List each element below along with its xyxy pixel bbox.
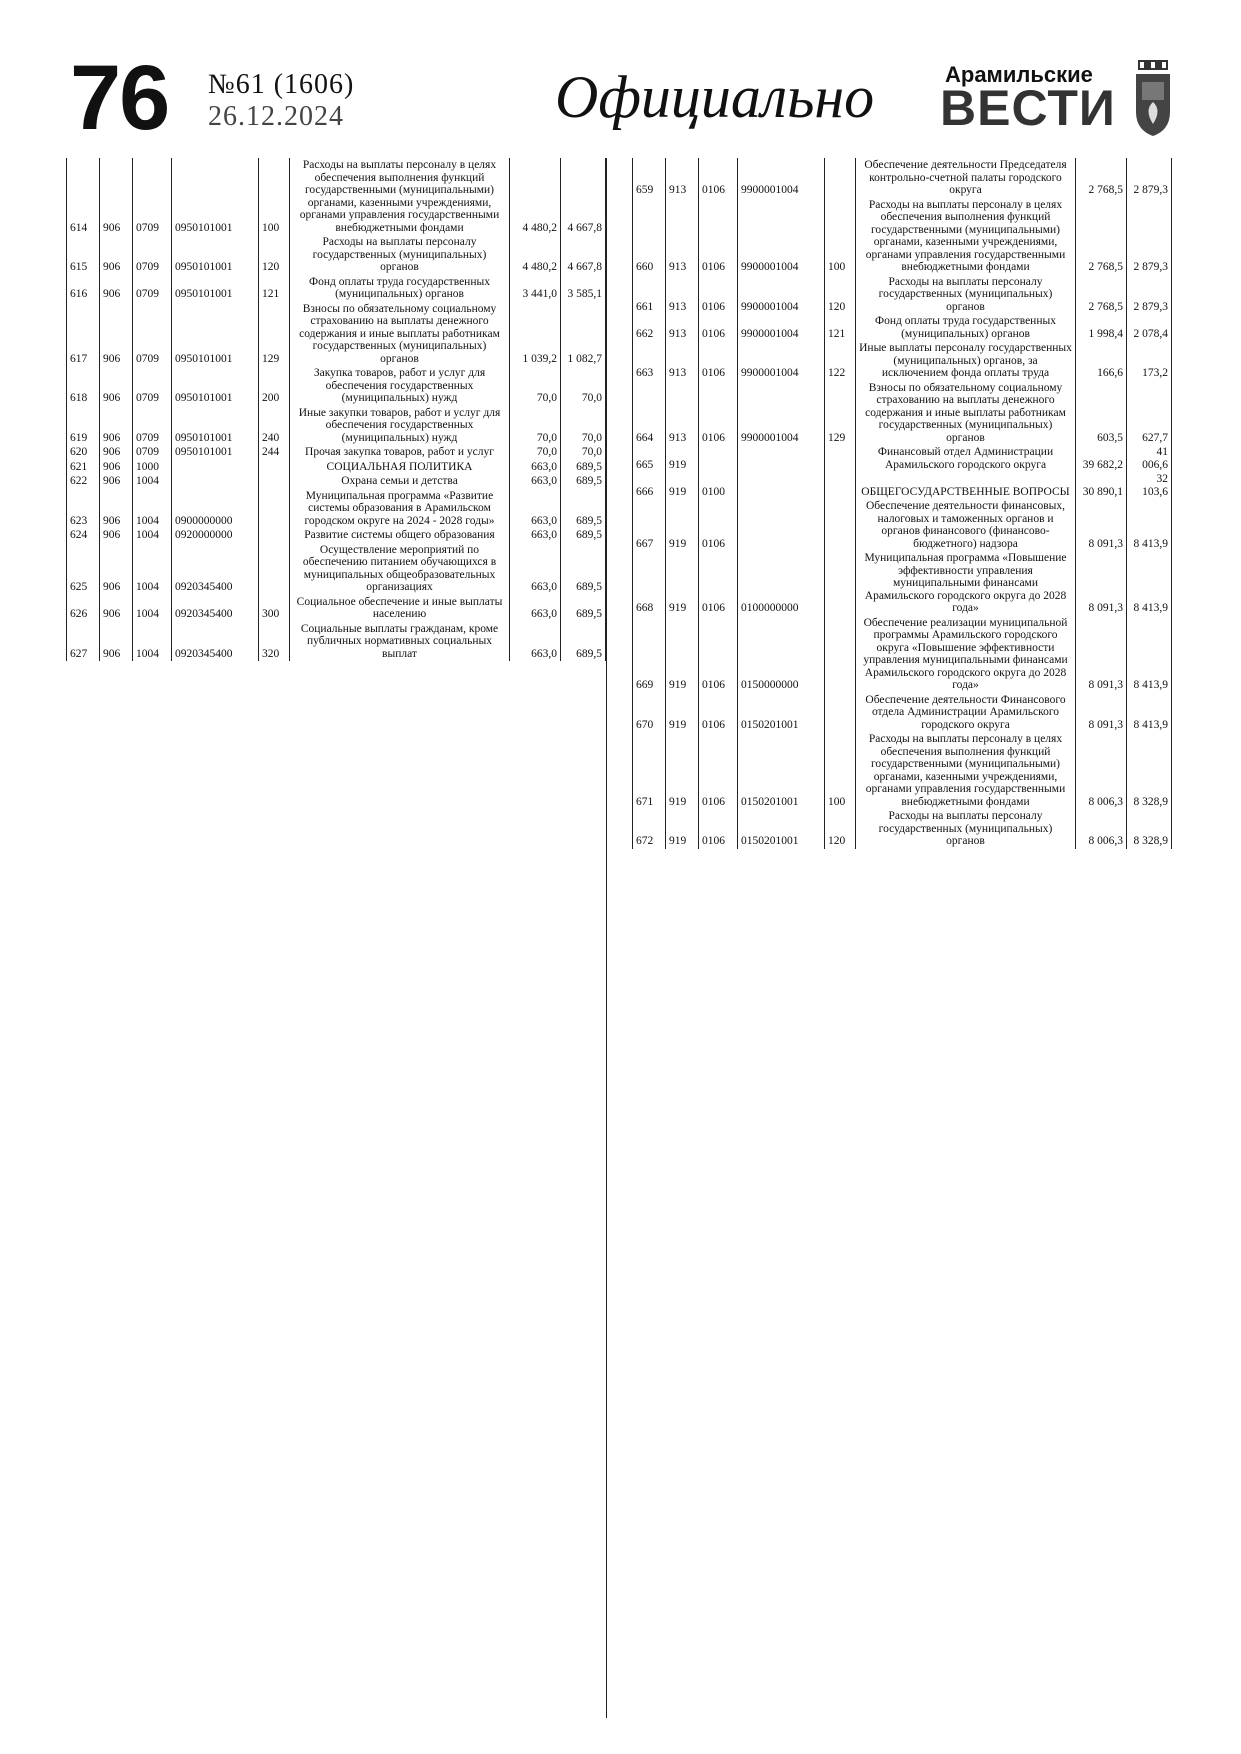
table-row [633, 499, 1172, 551]
amount-2025: 30 890,1 [1076, 472, 1127, 499]
expense-name: Иные выплаты персоналу государственных (муниципальных) органов, за исключением фонда оплаты труда [856, 341, 1076, 381]
ministry-code: 906 [100, 474, 133, 489]
expense-type-code [259, 489, 290, 529]
expense-type-code: 240 [259, 406, 290, 446]
expense-name: Обеспечение реализации муниципальной программы Арамильского городского округа «Повышение эффективности управления муниципальными финансами Арамильского городского округа до 2028 года» [856, 616, 1076, 693]
section-code: 0100 [699, 472, 738, 499]
amount-2025: 70,0 [510, 445, 561, 460]
expense-name: СОЦИАЛЬНАЯ ПОЛИТИКА [290, 460, 510, 475]
amount-2025: 663,0 [510, 622, 561, 662]
ministry-code: 906 [100, 275, 133, 302]
expense-type-code: 129 [259, 302, 290, 367]
budget-table-right [632, 158, 1172, 849]
amount-2025: 603,5 [1076, 381, 1127, 446]
target-article-code: 0920000000 [172, 528, 259, 543]
expense-type-code: 120 [825, 275, 856, 315]
row-number: 659 [633, 158, 666, 198]
row-number: 672 [633, 809, 666, 849]
expense-type-code: 300 [259, 595, 290, 622]
section-code: 0709 [133, 275, 172, 302]
expense-name: Расходы на выплаты персоналу в целях обеспечения выполнения функций государственными (муниципальными) органами, казенными учреждениями, органами управления государственными внебюджетными фондами [290, 158, 510, 235]
section-code: 0106 [699, 198, 738, 275]
expense-name: ОБЩЕГОСУДАРСТВЕННЫЕ ВОПРОСЫ [856, 472, 1076, 499]
amount-2025: 8 091,3 [1076, 551, 1127, 616]
expense-type-code: 121 [825, 314, 856, 341]
expense-type-code [825, 499, 856, 551]
amount-2025: 2 768,5 [1076, 198, 1127, 275]
amount-2025: 663,0 [510, 543, 561, 595]
expense-name: Расходы на выплаты персоналу государственных (муниципальных) органов [290, 235, 510, 275]
row-number: 625 [67, 543, 100, 595]
amount-2026: 2 879,3 [1127, 158, 1172, 198]
expense-name: Обеспечение деятельности Финансового отдела Администрации Арамильского городского округа [856, 693, 1076, 733]
amount-2026: 689,5 [561, 460, 606, 475]
table-row [67, 543, 606, 595]
amount-2025: 663,0 [510, 460, 561, 475]
expense-type-code [825, 158, 856, 198]
row-number: 665 [633, 445, 666, 472]
amount-2025: 663,0 [510, 595, 561, 622]
expense-type-code: 122 [825, 341, 856, 381]
amount-2026: 8 328,9 [1127, 732, 1172, 809]
table-row [633, 381, 1172, 446]
table-row [633, 616, 1172, 693]
target-article-code: 0950101001 [172, 302, 259, 367]
expense-type-code: 121 [259, 275, 290, 302]
target-article-code: 0950101001 [172, 445, 259, 460]
amount-2026: 3 585,1 [561, 275, 606, 302]
row-number: 627 [67, 622, 100, 662]
table-row [67, 302, 606, 367]
section-code: 1004 [133, 528, 172, 543]
row-number: 622 [67, 474, 100, 489]
expense-name: Охрана семьи и детства [290, 474, 510, 489]
table-row [67, 406, 606, 446]
section-code: 0106 [699, 693, 738, 733]
target-article-code: 0950101001 [172, 366, 259, 406]
section-code: 0709 [133, 302, 172, 367]
section-code: 1004 [133, 595, 172, 622]
expense-name: Прочая закупка товаров, работ и услуг [290, 445, 510, 460]
section-code: 0709 [133, 445, 172, 460]
amount-2026: 32 103,6 [1127, 472, 1172, 499]
expense-name: Расходы на выплаты персоналу в целях обеспечения выполнения функций государственными (муниципальными) органами, казенными учреждениями, органами управления государственными внебюджетными фондами [856, 732, 1076, 809]
amount-2025: 8 006,3 [1076, 809, 1127, 849]
section-code: 1004 [133, 622, 172, 662]
target-article-code: 0920345400 [172, 595, 259, 622]
row-number: 669 [633, 616, 666, 693]
section-code: 0106 [699, 158, 738, 198]
amount-2026: 689,5 [561, 543, 606, 595]
row-number: 623 [67, 489, 100, 529]
section-code: 1000 [133, 460, 172, 475]
ministry-code: 906 [100, 302, 133, 367]
ministry-code: 913 [666, 275, 699, 315]
amount-2025: 8 091,3 [1076, 616, 1127, 693]
expense-type-code [259, 528, 290, 543]
row-number: 662 [633, 314, 666, 341]
section-code: 1004 [133, 489, 172, 529]
ministry-code: 919 [666, 809, 699, 849]
issue-date: 26.12.2024 [208, 101, 344, 132]
table-row [633, 551, 1172, 616]
expense-name: Фонд оплаты труда государственных (муниципальных) органов [290, 275, 510, 302]
ministry-code: 913 [666, 381, 699, 446]
section-code: 0709 [133, 158, 172, 235]
row-number: 626 [67, 595, 100, 622]
expense-name: Расходы на выплаты персоналу государственных (муниципальных) органов [856, 275, 1076, 315]
expense-type-code: 320 [259, 622, 290, 662]
newspaper-logo-main: ВЕСТИ [940, 80, 1116, 136]
column-divider [606, 158, 607, 1718]
section-code: 0106 [699, 616, 738, 693]
row-number: 616 [67, 275, 100, 302]
table-row [67, 460, 606, 475]
table-row [633, 158, 1172, 198]
target-article-code: 0950101001 [172, 158, 259, 235]
expense-type-code: 120 [825, 809, 856, 849]
expense-type-code [825, 472, 856, 499]
ministry-code: 906 [100, 445, 133, 460]
amount-2026: 70,0 [561, 366, 606, 406]
target-article-code: 0100000000 [738, 551, 825, 616]
amount-2026: 689,5 [561, 622, 606, 662]
amount-2026: 2 078,4 [1127, 314, 1172, 341]
expense-name: Осуществление мероприятий по обеспечению питанием обучающихся в муниципальных общеобразовательных организациях [290, 543, 510, 595]
amount-2026: 689,5 [561, 474, 606, 489]
table-row [633, 693, 1172, 733]
expense-name: Расходы на выплаты персоналу государственных (муниципальных) органов [856, 809, 1076, 849]
amount-2025: 3 441,0 [510, 275, 561, 302]
row-number: 661 [633, 275, 666, 315]
section-title: Официально [555, 64, 875, 130]
table-row [633, 445, 1172, 472]
ministry-code: 906 [100, 595, 133, 622]
row-number: 624 [67, 528, 100, 543]
target-article-code: 0920345400 [172, 622, 259, 662]
target-article-code: 0150201001 [738, 693, 825, 733]
amount-2026: 689,5 [561, 489, 606, 529]
amount-2025: 70,0 [510, 406, 561, 446]
ministry-code: 919 [666, 472, 699, 499]
amount-2026: 41 006,6 [1127, 445, 1172, 472]
table-row [633, 472, 1172, 499]
table-row [67, 235, 606, 275]
amount-2025: 8 091,3 [1076, 499, 1127, 551]
target-article-code: 0150201001 [738, 732, 825, 809]
expense-type-code [825, 693, 856, 733]
target-article-code [738, 445, 825, 472]
amount-2026: 627,7 [1127, 381, 1172, 446]
newspaper-logo-top: Арамильские [945, 62, 1093, 87]
amount-2026: 8 328,9 [1127, 809, 1172, 849]
target-article-code: 9900001004 [738, 341, 825, 381]
section-code: 0709 [133, 235, 172, 275]
ministry-code: 913 [666, 198, 699, 275]
expense-name: Развитие системы общего образования [290, 528, 510, 543]
row-number: 670 [633, 693, 666, 733]
issue-number: №61 (1606) [208, 69, 355, 100]
expense-name: Социальное обеспечение и иные выплаты населению [290, 595, 510, 622]
target-article-code: 0150201001 [738, 809, 825, 849]
ministry-code: 906 [100, 366, 133, 406]
target-article-code: 0900000000 [172, 489, 259, 529]
ministry-code: 906 [100, 528, 133, 543]
expense-name: Взносы по обязательному социальному страхованию на выплаты денежного содержания и иные выплаты работникам государственных (муниципальных) органов [290, 302, 510, 367]
table-row [633, 275, 1172, 315]
coat-of-arms-icon [1132, 60, 1174, 138]
section-code: 1004 [133, 543, 172, 595]
expense-type-code: 200 [259, 366, 290, 406]
ministry-code: 919 [666, 616, 699, 693]
ministry-code: 906 [100, 460, 133, 475]
target-article-code: 0950101001 [172, 406, 259, 446]
amount-2025: 39 682,2 [1076, 445, 1127, 472]
expense-name: Иные закупки товаров, работ и услуг для обеспечения государственных (муниципальных) нужд [290, 406, 510, 446]
target-article-code: 9900001004 [738, 275, 825, 315]
amount-2025: 1 039,2 [510, 302, 561, 367]
target-article-code: 9900001004 [738, 158, 825, 198]
ministry-code: 913 [666, 341, 699, 381]
expense-type-code: 129 [825, 381, 856, 446]
section-code: 0106 [699, 809, 738, 849]
table-row [67, 445, 606, 460]
row-number: 666 [633, 472, 666, 499]
ministry-code: 919 [666, 499, 699, 551]
target-article-code [738, 472, 825, 499]
expense-name: Закупка товаров, работ и услуг для обеспечения государственных (муниципальных) нужд [290, 366, 510, 406]
table-row [633, 809, 1172, 849]
amount-2026: 173,2 [1127, 341, 1172, 381]
table-row [633, 198, 1172, 275]
expense-type-code: 100 [825, 732, 856, 809]
amount-2026: 8 413,9 [1127, 551, 1172, 616]
expense-type-code [259, 543, 290, 595]
amount-2026: 4 667,8 [561, 158, 606, 235]
amount-2025: 663,0 [510, 528, 561, 543]
ministry-code: 919 [666, 445, 699, 472]
amount-2026: 70,0 [561, 445, 606, 460]
page-header [0, 0, 1241, 150]
section-code: 0709 [133, 366, 172, 406]
row-number: 621 [67, 460, 100, 475]
row-number: 668 [633, 551, 666, 616]
budget-table [66, 158, 606, 661]
amount-2026: 2 879,3 [1127, 275, 1172, 315]
row-number: 660 [633, 198, 666, 275]
section-code: 0106 [699, 732, 738, 809]
amount-2025: 4 480,2 [510, 158, 561, 235]
section-code: 0106 [699, 341, 738, 381]
expense-type-code: 100 [259, 158, 290, 235]
amount-2026: 4 667,8 [561, 235, 606, 275]
target-article-code: 0150000000 [738, 616, 825, 693]
target-article-code: 9900001004 [738, 381, 825, 446]
target-article-code [172, 460, 259, 475]
expense-name: Фонд оплаты труда государственных (муниципальных) органов [856, 314, 1076, 341]
amount-2025: 663,0 [510, 474, 561, 489]
amount-2026: 8 413,9 [1127, 693, 1172, 733]
amount-2026: 2 879,3 [1127, 198, 1172, 275]
ministry-code: 906 [100, 543, 133, 595]
amount-2026: 689,5 [561, 528, 606, 543]
target-article-code: 9900001004 [738, 198, 825, 275]
amount-2025: 166,6 [1076, 341, 1127, 381]
amount-2025: 2 768,5 [1076, 275, 1127, 315]
target-article-code [738, 499, 825, 551]
section-code [699, 445, 738, 472]
ministry-code: 906 [100, 489, 133, 529]
table-row [67, 158, 606, 235]
amount-2025: 2 768,5 [1076, 158, 1127, 198]
ministry-code: 906 [100, 622, 133, 662]
budget-table [632, 158, 1172, 849]
row-number: 619 [67, 406, 100, 446]
expense-name: Финансовый отдел Администрации Арамильского городского округа [856, 445, 1076, 472]
table-row [633, 314, 1172, 341]
budget-table-left [66, 158, 606, 661]
row-number: 615 [67, 235, 100, 275]
expense-type-code [825, 445, 856, 472]
ministry-code: 919 [666, 732, 699, 809]
row-number: 664 [633, 381, 666, 446]
amount-2025: 8 006,3 [1076, 732, 1127, 809]
target-article-code: 9900001004 [738, 314, 825, 341]
target-article-code [172, 474, 259, 489]
table-row [67, 366, 606, 406]
page-number: 76 [70, 47, 169, 149]
expense-name: Муниципальная программа «Развитие системы образования в Арамильском городском округе на 2024 - 2028 годы» [290, 489, 510, 529]
table-row [633, 341, 1172, 381]
row-number: 614 [67, 158, 100, 235]
table-row [67, 595, 606, 622]
expense-type-code: 100 [825, 198, 856, 275]
amount-2025: 1 998,4 [1076, 314, 1127, 341]
expense-type-code: 244 [259, 445, 290, 460]
section-code: 1004 [133, 474, 172, 489]
amount-2026: 8 413,9 [1127, 616, 1172, 693]
table-row [67, 474, 606, 489]
section-code: 0709 [133, 406, 172, 446]
table-row [67, 275, 606, 302]
amount-2025: 663,0 [510, 489, 561, 529]
ministry-code: 913 [666, 158, 699, 198]
ministry-code: 906 [100, 235, 133, 275]
ministry-code: 919 [666, 693, 699, 733]
target-article-code: 0950101001 [172, 235, 259, 275]
expense-name: Социальные выплаты гражданам, кроме публичных нормативных социальных выплат [290, 622, 510, 662]
section-code: 0106 [699, 551, 738, 616]
amount-2026: 70,0 [561, 406, 606, 446]
expense-type-code [825, 616, 856, 693]
section-code: 0106 [699, 275, 738, 315]
row-number: 671 [633, 732, 666, 809]
section-code: 0106 [699, 381, 738, 446]
amount-2025: 70,0 [510, 366, 561, 406]
section-code: 0106 [699, 314, 738, 341]
ministry-code: 906 [100, 406, 133, 446]
ministry-code: 913 [666, 314, 699, 341]
ministry-code: 906 [100, 158, 133, 235]
table-row [67, 622, 606, 662]
expense-name: Взносы по обязательному социальному страхованию на выплаты денежного содержания и иные выплаты работникам государственных (муниципальных) органов [856, 381, 1076, 446]
expense-name: Муниципальная программа «Повышение эффективности управления муниципальными финансами Арамильского городского округа до 2028 года» [856, 551, 1076, 616]
expense-type-code [259, 474, 290, 489]
section-code: 0106 [699, 499, 738, 551]
table-row [67, 489, 606, 529]
amount-2026: 8 413,9 [1127, 499, 1172, 551]
expense-type-code [259, 460, 290, 475]
amount-2025: 8 091,3 [1076, 693, 1127, 733]
table-row [67, 528, 606, 543]
ministry-code: 919 [666, 551, 699, 616]
target-article-code: 0950101001 [172, 275, 259, 302]
target-article-code: 0920345400 [172, 543, 259, 595]
amount-2026: 689,5 [561, 595, 606, 622]
row-number: 618 [67, 366, 100, 406]
expense-name: Обеспечение деятельности финансовых, налоговых и таможенных органов и органов финансового (финансово-бюджетного) надзора [856, 499, 1076, 551]
row-number: 667 [633, 499, 666, 551]
expense-name: Расходы на выплаты персоналу в целях обеспечения выполнения функций государственными (муниципальными) органами, казенными учреждениями, органами управления государственными внебюджетными фондами [856, 198, 1076, 275]
table-row [633, 732, 1172, 809]
row-number: 620 [67, 445, 100, 460]
row-number: 617 [67, 302, 100, 367]
amount-2025: 4 480,2 [510, 235, 561, 275]
expense-name: Обеспечение деятельности Председателя контрольно-счетной палаты городского округа [856, 158, 1076, 198]
expense-type-code [825, 551, 856, 616]
expense-type-code: 120 [259, 235, 290, 275]
amount-2026: 1 082,7 [561, 302, 606, 367]
row-number: 663 [633, 341, 666, 381]
